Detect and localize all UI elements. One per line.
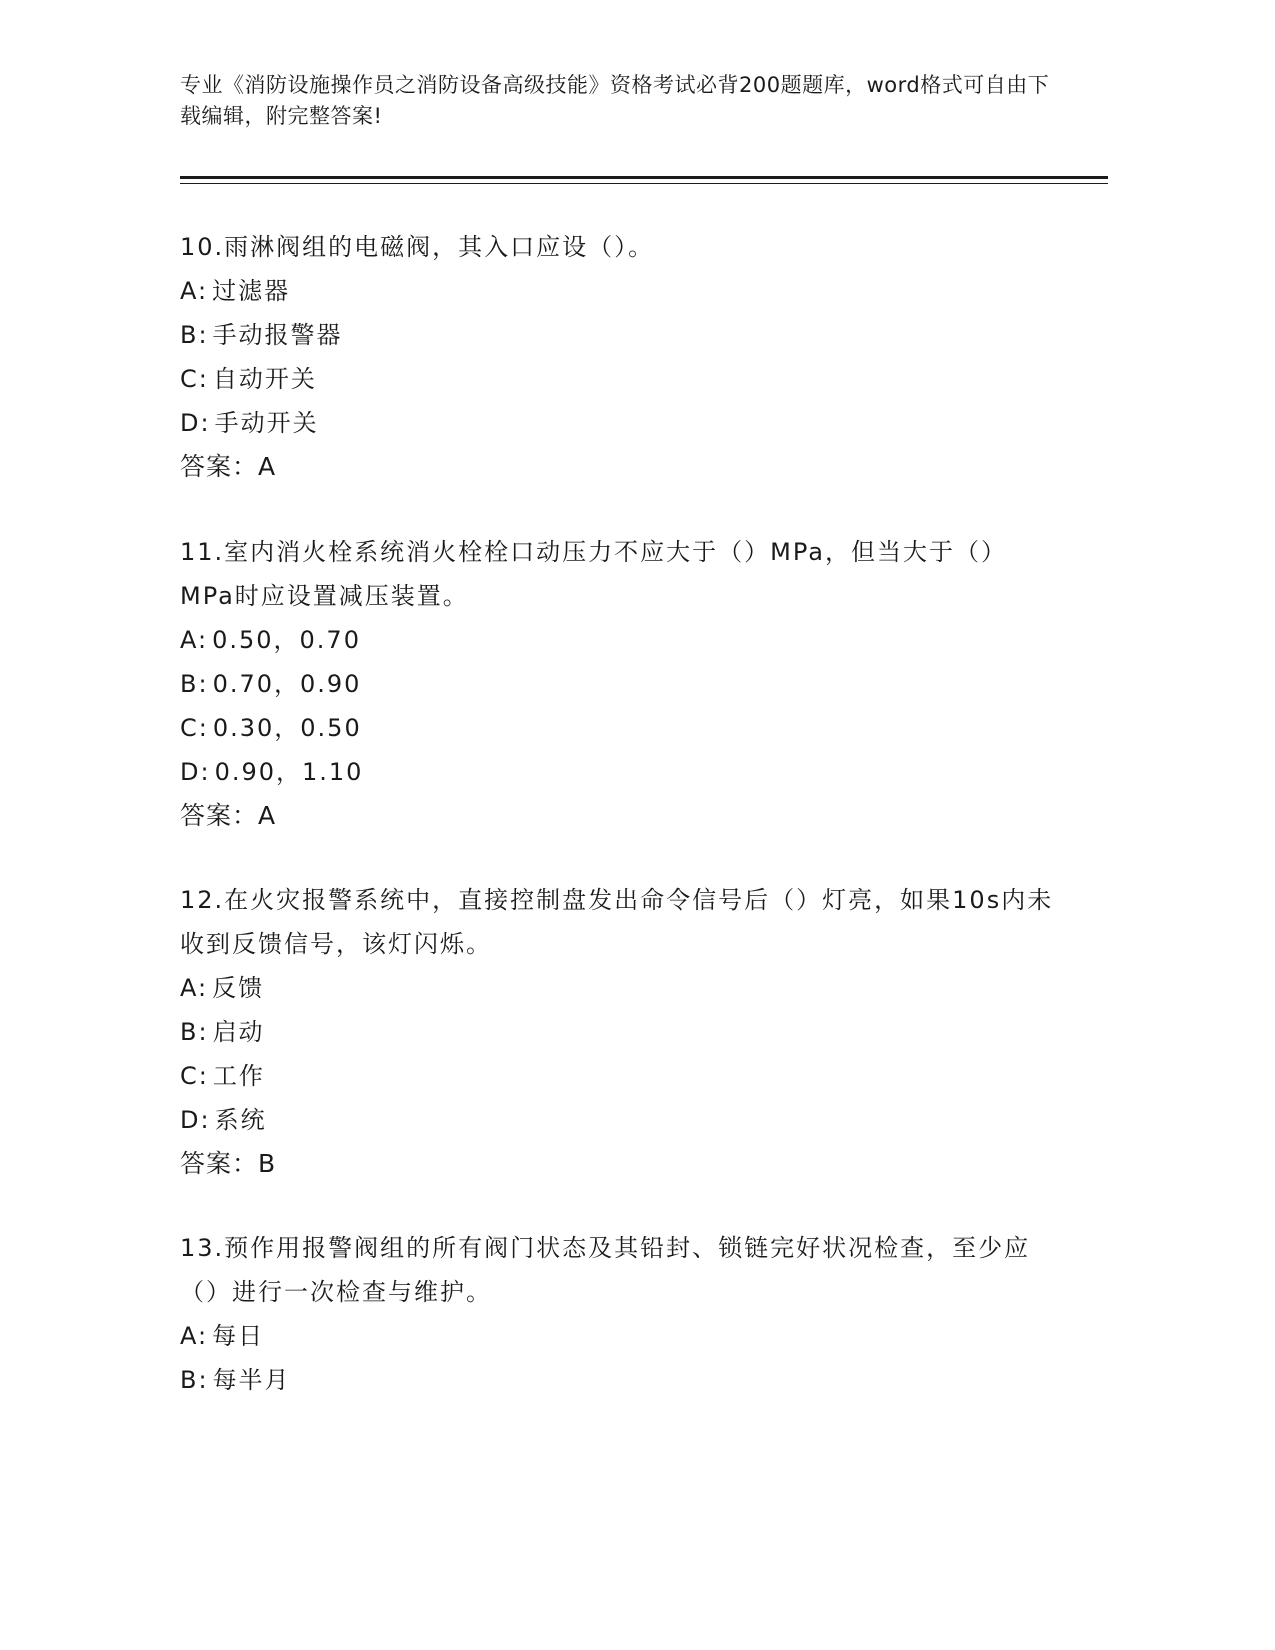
option-letter: C: bbox=[180, 714, 209, 742]
option-letter: A: bbox=[180, 1322, 209, 1350]
option-a bbox=[180, 618, 1060, 662]
option-text: 0.50，0.70 bbox=[212, 626, 361, 654]
option-text: 启动 bbox=[212, 1018, 265, 1046]
option-c bbox=[180, 357, 1060, 401]
option-text: 0.30，0.50 bbox=[212, 714, 362, 742]
option-b bbox=[180, 662, 1060, 706]
option-text: 手动报警器 bbox=[212, 321, 343, 349]
question-stem: 13.预作用报警阀组的所有阀门状态及其铅封、锁链完好状况检查，至少应（）进行一次检查与维护。 bbox=[180, 1234, 1031, 1306]
option-text: 每半月 bbox=[212, 1366, 291, 1394]
option-letter: B: bbox=[180, 1018, 209, 1046]
option-d bbox=[180, 750, 1060, 794]
option-letter: D: bbox=[180, 758, 211, 786]
option-text: 0.70，0.90 bbox=[212, 670, 362, 698]
option-b bbox=[180, 1358, 1060, 1402]
option-text: 工作 bbox=[212, 1062, 265, 1090]
option-text: 过滤器 bbox=[212, 277, 291, 305]
option-a bbox=[180, 966, 1060, 1010]
option-text: 反馈 bbox=[212, 974, 265, 1002]
question-stem: 12.在火灾报警系统中，直接控制盘发出命令信号后（）灯亮，如果10s内未收到反馈信号，该灯闪烁。 bbox=[180, 886, 1054, 958]
question-12 bbox=[180, 878, 1060, 1186]
option-letter: C: bbox=[180, 1062, 209, 1090]
option-letter: D: bbox=[180, 1106, 211, 1134]
option-letter: B: bbox=[180, 670, 209, 698]
option-letter: A: bbox=[180, 974, 209, 1002]
document-header: 专业《消防设施操作员之消防设备高级技能》资格考试必背200题题库，word格式可自由下载编辑，附完整答案! bbox=[180, 73, 1050, 128]
question-10 bbox=[180, 225, 1060, 489]
option-text: 系统 bbox=[214, 1106, 267, 1134]
question-stem: 10.雨淋阀组的电磁阀，其入口应设（）。 bbox=[180, 233, 655, 261]
option-letter: D: bbox=[180, 409, 211, 437]
option-c bbox=[180, 1054, 1060, 1098]
question-11 bbox=[180, 530, 1060, 838]
option-b bbox=[180, 313, 1060, 357]
header-rule-thick bbox=[180, 176, 1108, 179]
option-c bbox=[180, 706, 1060, 750]
option-text: 每日 bbox=[212, 1322, 265, 1350]
option-text: 0.90，1.10 bbox=[214, 758, 364, 786]
option-a bbox=[180, 269, 1060, 313]
option-text: 手动开关 bbox=[214, 409, 319, 437]
option-d bbox=[180, 1098, 1060, 1142]
option-letter: B: bbox=[180, 1366, 209, 1394]
question-stem: 11.室内消火栓系统消火栓栓口动压力不应大于（）MPa，但当大于（）MPa时应设置减压装置。 bbox=[180, 538, 1007, 610]
option-text: 自动开关 bbox=[212, 365, 317, 393]
option-a bbox=[180, 1314, 1060, 1358]
answer-line: 答案：A bbox=[180, 452, 277, 481]
option-letter: A: bbox=[180, 626, 209, 654]
answer-line: 答案：B bbox=[180, 1149, 277, 1178]
option-letter: C: bbox=[180, 365, 209, 393]
option-b bbox=[180, 1010, 1060, 1054]
answer-line: 答案：A bbox=[180, 801, 277, 830]
option-letter: A: bbox=[180, 277, 209, 305]
option-d bbox=[180, 401, 1060, 445]
header-rule-thin bbox=[180, 183, 1108, 184]
question-13 bbox=[180, 1226, 1060, 1402]
option-letter: B: bbox=[180, 321, 209, 349]
